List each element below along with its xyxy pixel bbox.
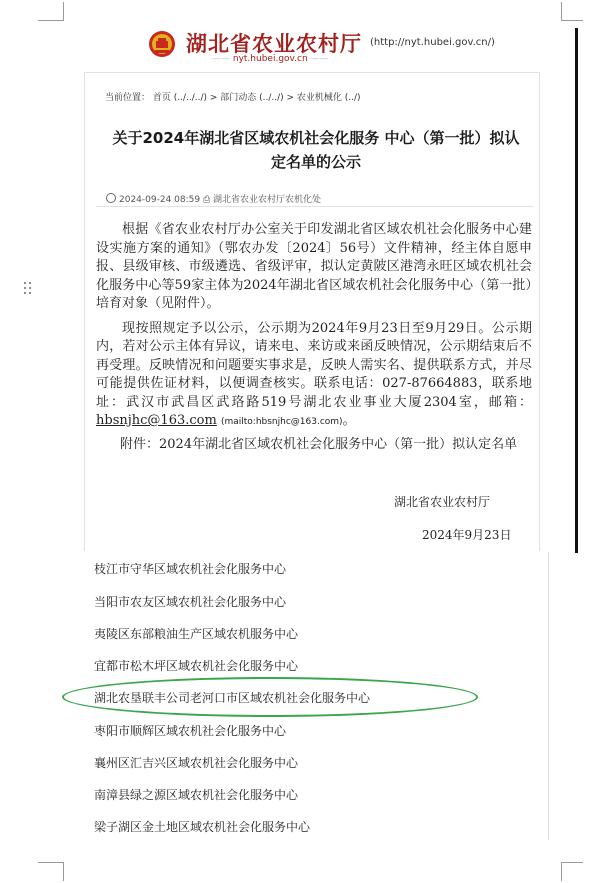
list-item: 枝江市守华区域农机社会化服务中心 — [94, 562, 287, 576]
article-source: 湖北省农业农村厅农机化处 — [213, 195, 322, 205]
crop-mark — [561, 2, 562, 21]
crop-mark — [561, 20, 583, 21]
site-subtitle: —— nyt.hubei.gov.cn —— — [212, 54, 329, 64]
site-url[interactable]: (http://nyt.hubei.gov.cn/) — [370, 37, 495, 48]
print-icon[interactable]: ⎙ — [200, 195, 214, 205]
breadcrumb[interactable]: 当前位置： 首页 (../../../) > 部门动态 (../../) > 农业机械化 (../) — [105, 93, 361, 103]
article-meta — [106, 192, 321, 205]
national-emblem-icon — [148, 30, 176, 58]
attachment-link[interactable]: 附件：2024年湖北省区域农机社会化服务中心（第一批）拟认定名单 — [120, 437, 518, 452]
site-logo[interactable] — [148, 30, 495, 66]
list-item: 枣阳市顺辉区域农机社会化服务中心 — [94, 724, 287, 738]
crop-mark — [561, 862, 583, 863]
mailto-text[interactable]: (mailto:hbsnjhc@163.com) — [220, 417, 343, 427]
list-item: 襄州区汇吉兴区域农机社会化服务中心 — [94, 756, 299, 770]
list-item: 梁子湖区金土地区域农机社会化服务中心 — [94, 820, 311, 834]
crop-mark — [63, 862, 64, 881]
article-body — [96, 221, 532, 432]
crop-mark — [63, 2, 64, 21]
list-item: 湖北农垦联丰公司老河口市区域农机社会化服务中心 — [94, 691, 371, 705]
list-item: 南漳县绿之源区域农机社会化服务中心 — [94, 788, 299, 802]
drag-handle-icon[interactable] — [24, 282, 34, 298]
highlight-ellipse — [62, 677, 478, 717]
list-item: 当阳市农友区域农机社会化服务中心 — [94, 595, 287, 609]
signature-date: 2024年9月23日 — [422, 528, 512, 542]
crop-mark — [38, 20, 64, 21]
clock-icon — [106, 193, 116, 203]
page-edge-rule — [575, 28, 578, 553]
paragraph: 根据《省农业农村厅办公室关于印发湖北省区域农机社会化服务中心建设实施方案的通知》（鄂农办发〔2024〕56号）文件精神，经主体自愿申报、县级审核、市级遴选、省级评审，拟认定黄陂区港湾永旺区域农机社会化服务中心等59家主体为2024年湖北省区域农机社会化服务中心（第一批）培育对象（见附件）。 — [96, 222, 532, 311]
divider — [96, 206, 534, 207]
paragraph: 现按照规定予以公示，公示期为2024年9月23日至9月29日。公示期内，若对公示主体有异议，请来电、来访或来函反映情况，公示期结束后不再受理。反映情况和问题要实事求是，反映人需实名、提供联系方式，并尽可能提供佐证材料，以便调查核实。联系电话：027-87664883，联系地址：武汉市武昌区武珞路519号湖北农业事业大厦2304室，邮箱：hbsnjhc@163.com (mailto:hbsnjhc@163.com)。 — [96, 320, 532, 428]
crop-mark — [38, 862, 64, 863]
list-item: 夷陵区东部粮油生产区域农机服务中心 — [94, 627, 299, 641]
email-link[interactable]: hbsnjhc@163.com — [96, 413, 217, 428]
crop-mark — [561, 862, 562, 881]
signature-org: 湖北省农业农村厅 — [394, 495, 491, 509]
article-title: 关于2024年湖北省区域农机社会化服务 中心（第一批）拟认定名单的公示 — [112, 129, 520, 171]
site-title: 湖北省农业农村厅 — [186, 31, 362, 56]
list-item: 宜都市松木坪区域农机社会化服务中心 — [94, 659, 299, 673]
publish-time: 2024-09-24 08:59 — [119, 195, 201, 205]
